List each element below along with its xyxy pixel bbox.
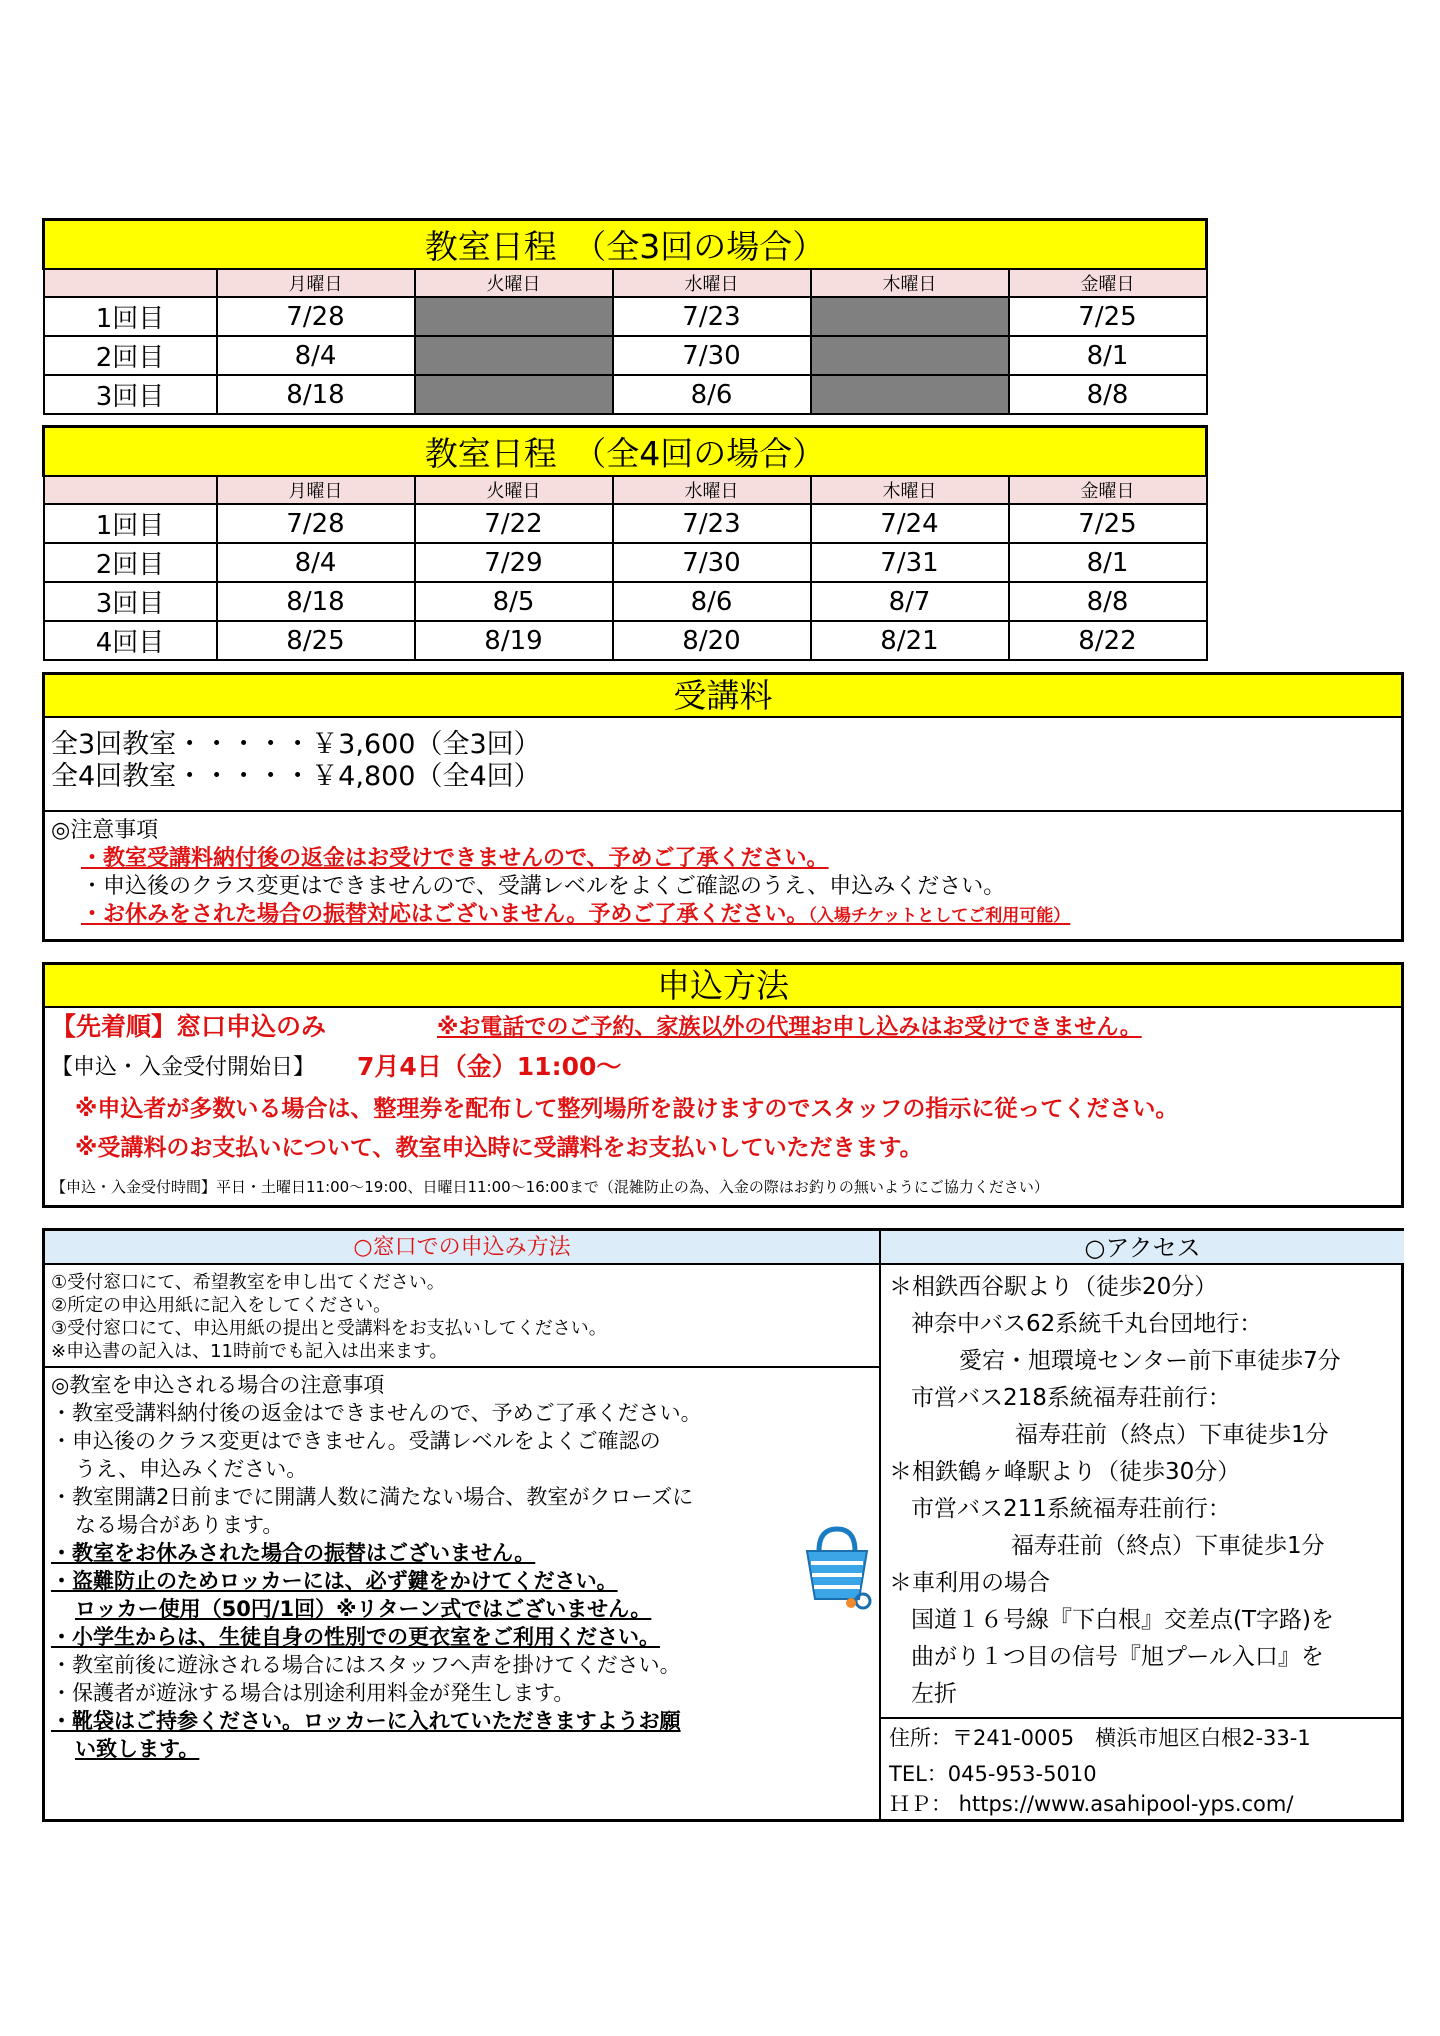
unavailable-cell [811, 375, 1009, 414]
fee-section [42, 672, 1404, 942]
note-class-change: ・申込後のクラス変更はできませんので、受講レベルをよくご確認のうえ、申込みください。 [81, 874, 1006, 899]
window-step: ①受付窓口にて、希望教室を申し出てください。 [51, 1272, 445, 1293]
table-row [44, 297, 1207, 336]
window-step: ※申込書の記入は、11時前でも記入は出来ます。 [51, 1341, 448, 1362]
info-section [42, 1228, 1404, 1822]
unavailable-cell [415, 336, 613, 375]
access-line: 福寿荘前（終点）下車徒歩1分 [1011, 1533, 1325, 1559]
date-cell: 7/23 [613, 504, 811, 543]
date-cell: 8/20 [613, 621, 811, 660]
day-header: 火曜日 [415, 269, 613, 297]
table-row [44, 543, 1207, 582]
table-row [44, 336, 1207, 375]
date-cell: 8/6 [613, 582, 811, 621]
date-cell: 8/6 [613, 375, 811, 414]
day-header: 水曜日 [613, 269, 811, 297]
schedule-3-title: 教室日程 （全3回の場合） [44, 220, 1207, 270]
window-step: ②所定の申込用紙に記入をしてください。 [51, 1295, 392, 1316]
unavailable-cell [415, 297, 613, 336]
fee-line-4: 全4回教室・・・・・￥4,800（全4回） [51, 761, 541, 792]
column-divider [879, 1231, 881, 1819]
caution-item-cont: なる場合があります。 [75, 1513, 284, 1537]
day-header: 金曜日 [1009, 269, 1207, 297]
note-refund: ・教室受講料納付後の返金はお受けできませんので、予めご了承ください。 [81, 846, 829, 871]
date-cell: 7/22 [415, 504, 613, 543]
apply-hours: 【申込・入金受付時間】平日・土曜日11:00～19:00、日曜日11:00～16:00まで（混雑防止の為、入金の際はお釣りの無いようにご協力ください） [51, 1178, 1049, 1196]
note-makeup-text: ・お休みをされた場合の振替対応はございません。予めご了承ください。 [81, 902, 809, 927]
date-cell: 7/31 [811, 543, 1009, 582]
day-header: 木曜日 [811, 269, 1009, 297]
date-cell: 8/5 [415, 582, 613, 621]
access-divider [881, 1717, 1404, 1719]
caution-item-locker-fee: ロッカー使用（50円/1回）※リターン式ではございません。 [75, 1597, 652, 1621]
date-cell: 7/29 [415, 543, 613, 582]
table-row [44, 582, 1207, 621]
fee-divider [45, 810, 1401, 812]
date-cell: 8/1 [1009, 336, 1207, 375]
note-makeup [81, 901, 1070, 930]
address: 住所：〒241-0005 横浜市旭区白根2-33-1 [889, 1726, 1311, 1750]
caution-item-shoe-bag: ・靴袋はご持参ください。ロッカーに入れていただきますようお願 [51, 1709, 681, 1733]
caution-heading: ◎教室を申込される場合の注意事項 [51, 1373, 385, 1397]
caution-item: ・教室受講料納付後の返金はできませんので、予めご了承ください。 [51, 1401, 702, 1425]
date-cell: 8/22 [1009, 621, 1207, 660]
date-cell: 7/25 [1009, 297, 1207, 336]
corner-cell [44, 476, 217, 504]
caution-item: ・保護者が遊泳する場合は別途利用料金が発生します。 [51, 1681, 575, 1705]
telephone: TEL：045-953-5010 [889, 1762, 1097, 1786]
row-label: 3回目 [44, 582, 217, 621]
access-line: 市営バス211系統福寿荘前行： [911, 1496, 1231, 1522]
date-cell: 7/23 [613, 297, 811, 336]
access-line: 福寿荘前（終点）下車徒歩1分 [1015, 1422, 1329, 1448]
date-cell: 8/8 [1009, 375, 1207, 414]
access-line: 曲がり１つ目の信号『旭プール入口』を [911, 1644, 1324, 1670]
schedule-3-table [42, 218, 1208, 415]
window-step: ③受付窓口にて、申込用紙の提出と受講料をお支払いしてください。 [51, 1318, 607, 1339]
caution-item-cont: うえ、申込みください。 [75, 1457, 308, 1481]
homepage-link[interactable]: ＨＰ： https://www.asahipool-yps.com/ [889, 1792, 1294, 1816]
day-header: 金曜日 [1009, 476, 1207, 504]
access-line: 国道１６号線『下白根』交差点(T字路)を [911, 1607, 1334, 1633]
date-cell: 7/30 [613, 543, 811, 582]
date-cell: 8/4 [217, 336, 415, 375]
date-cell: 8/19 [415, 621, 613, 660]
row-label: 2回目 [44, 336, 217, 375]
schedule-4-table [42, 425, 1208, 661]
access-line: ＊車利用の場合 [889, 1570, 1050, 1596]
access-line: 神奈中バス62系統千丸台団地行： [911, 1311, 1263, 1337]
date-cell: 8/4 [217, 543, 415, 582]
note-makeup-small: （入場チケットとしてご利用可能） [808, 906, 1071, 926]
date-cell: 8/7 [811, 582, 1009, 621]
day-header: 火曜日 [415, 476, 613, 504]
unavailable-cell [811, 297, 1009, 336]
notes-heading: ◎注意事項 [51, 818, 159, 843]
fee-title: 受講料 [45, 675, 1401, 718]
date-cell: 8/1 [1009, 543, 1207, 582]
window-title: ○窓口での申込み方法 [45, 1231, 879, 1265]
date-cell: 8/18 [217, 582, 415, 621]
table-row [44, 504, 1207, 543]
apply-start-label: 【申込・入金受付開始日】 [51, 1055, 316, 1080]
schedule-4-title: 教室日程 （全4回の場合） [44, 427, 1207, 477]
access-line: ＊相鉄鶴ヶ峰駅より（徒歩30分） [889, 1459, 1241, 1485]
date-cell: 8/8 [1009, 582, 1207, 621]
date-cell: 7/24 [811, 504, 1009, 543]
apply-payment-note: ※受講料のお支払いについて、教室申込時に受講料をお支払いしていただきます。 [75, 1135, 923, 1161]
row-label: 2回目 [44, 543, 217, 582]
apply-start-date: 7月4日（金）11:00～ [357, 1052, 622, 1081]
date-cell: 7/28 [217, 297, 415, 336]
date-cell: 7/28 [217, 504, 415, 543]
date-cell: 7/25 [1009, 504, 1207, 543]
date-cell: 8/21 [811, 621, 1009, 660]
apply-ticket-note: ※申込者が多数いる場合は、整理券を配布して整列場所を設けますのでスタッフの指示に従ってください。 [75, 1096, 1179, 1122]
day-header: 木曜日 [811, 476, 1009, 504]
day-header: 月曜日 [217, 476, 415, 504]
table-row [44, 375, 1207, 414]
fee-line-3: 全3回教室・・・・・￥3,600（全3回） [51, 729, 541, 760]
apply-section [42, 962, 1404, 1208]
caution-item-makeup: ・教室をお休みされた場合の振替はございません。 [51, 1541, 536, 1565]
access-title: ○アクセス [881, 1231, 1404, 1265]
table-row [44, 621, 1207, 660]
apply-title: 申込方法 [45, 965, 1401, 1008]
caution-item: ・申込後のクラス変更はできません。受講レベルをよくご確認の [51, 1429, 661, 1453]
caution-item-shoe-bag-cont: い致します。 [75, 1737, 200, 1761]
window-divider [45, 1366, 879, 1368]
access-line: 市営バス218系統福寿荘前行： [911, 1385, 1231, 1411]
caution-item: ・教室前後に遊泳される場合にはスタッフへ声を掛けてください。 [51, 1653, 681, 1677]
unavailable-cell [415, 375, 613, 414]
date-cell: 7/30 [613, 336, 811, 375]
access-line: ＊相鉄西谷駅より（徒歩20分） [889, 1274, 1218, 1300]
day-header: 月曜日 [217, 269, 415, 297]
access-line: 左折 [911, 1681, 957, 1707]
apply-no-phone: ※お電話でのご予約、家族以外の代理お申し込みはお受けできません。 [437, 1015, 1142, 1040]
caution-item-changing-room: ・小学生からは、生徒自身の性別での更衣室をご利用ください。 [51, 1625, 660, 1649]
corner-cell [44, 269, 217, 297]
caution-item: ・教室開講2日前までに開講人数に満たない場合、教室がクローズに [51, 1485, 694, 1509]
day-header: 水曜日 [613, 476, 811, 504]
date-cell: 8/18 [217, 375, 415, 414]
swim-bag-icon [797, 1521, 877, 1611]
row-label: 1回目 [44, 297, 217, 336]
row-label: 3回目 [44, 375, 217, 414]
caution-item-locker: ・盗難防止のためロッカーには、必ず鍵をかけてください。 [51, 1569, 618, 1593]
apply-first-come: 【先着順】窓口申込のみ [51, 1012, 327, 1041]
unavailable-cell [811, 336, 1009, 375]
row-label: 1回目 [44, 504, 217, 543]
access-line: 愛宕・旭環境センター前下車徒歩7分 [959, 1348, 1341, 1374]
row-label: 4回目 [44, 621, 217, 660]
date-cell: 8/25 [217, 621, 415, 660]
